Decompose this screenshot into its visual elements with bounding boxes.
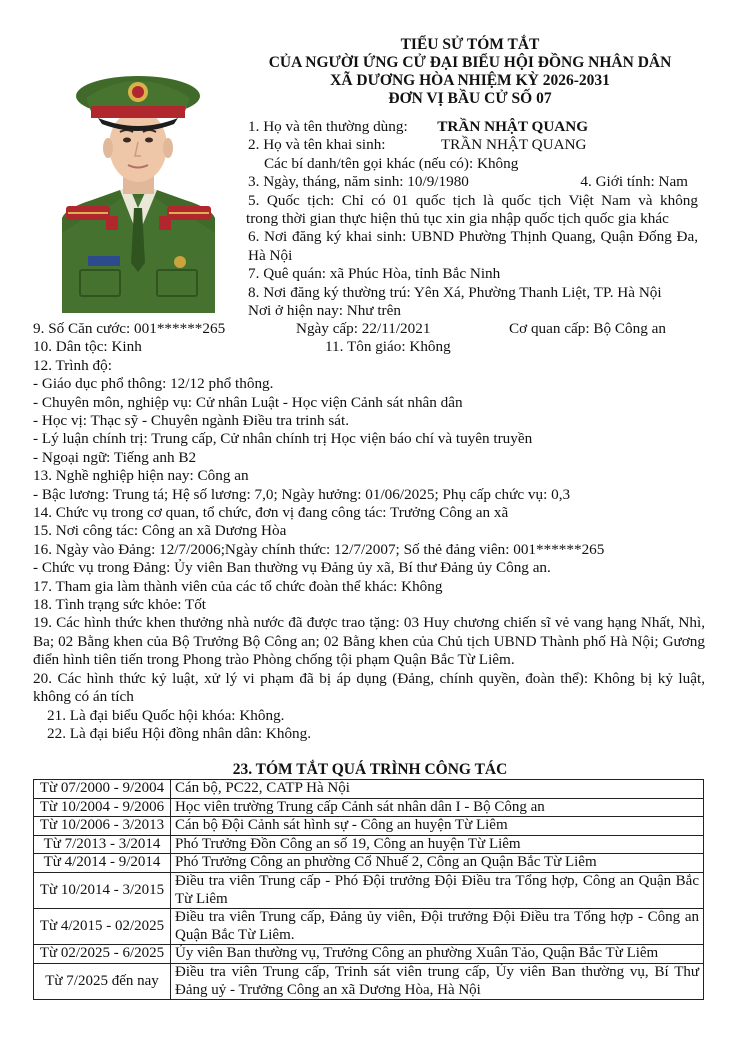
career-description-cell: Điều tra viên Trung cấp - Phó Đội trưởng Đội Điều tra Tổng hợp, Công an Quận Bắc Từ Liêm [171,872,704,908]
dob-gender-row [248,173,698,191]
career-table [33,779,704,1000]
career-table-body [34,780,704,1000]
id-number-text: 9. Số Căn cước: 001******265 [33,320,226,337]
permanent-residence-text: 8. Nơi đăng ký thường trú: Yên Xá, Phường Thanh Liệt, TP. Hà Nội [248,283,662,301]
current-position-text: 14. Chức vụ trong cơ quan, tổ chức, đơn vị đang công tác: Trưởng Công an xã [33,504,509,522]
header-constituency: ĐƠN VỊ BẦU CỬ SỐ 07 [388,90,552,107]
birth-name-label: 2. Họ và tên khai sinh: [248,136,386,154]
career-summary-title: 23. TÓM TẮT QUÁ TRÌNH CÔNG TÁC [232,761,508,778]
career-period-cell: Từ 7/2013 - 3/2014 [34,835,171,854]
party-position-text: - Chức vụ trong Đảng: Ủy viên Ban thường vụ Đảng ủy xã, Bí thư Đảng ủy Công an. [33,559,551,577]
education-general-text: - Giáo dục phổ thông: 12/12 phổ thông. [33,375,274,393]
ethnicity-text: 10. Dân tộc: Kinh [33,338,142,356]
common-name-row [248,118,698,136]
header-title: TIỂU SỬ TÓM TẮT [400,36,540,53]
career-table-row [34,909,704,945]
career-table-row [34,872,704,908]
career-table-row [34,945,704,964]
education-language-text: - Ngoại ngữ: Tiếng anh B2 [33,448,197,466]
career-description-cell: Ủy viên Ban thường vụ, Trưởng Công an phường Xuân Tảo, Quận Bắc Từ Liêm [171,945,704,964]
birth-name-row [248,136,698,154]
career-period-cell: Từ 10/2006 - 3/2013 [34,817,171,836]
nationality-line-2: trong thời gian thực hiện thủ tục xin gia nhập quốc tịch quốc gia khác [246,210,669,228]
career-period-cell: Từ 07/2000 - 9/2004 [34,780,171,799]
council-text: 22. Là đại biểu Hội đồng nhân dân: Không. [47,724,312,742]
health-text: 18. Tình trạng sức khỏe: Tốt [33,596,207,614]
details-block [33,320,705,743]
career-table-row [34,835,704,854]
career-description-cell: Điều tra viên Trung cấp, Trinh sát viên trung cấp, Ủy viên Ban thường vụ, Bí Thư Đảng uỷ - Trưởng Công an xã Dương Hòa, Hà Nội [171,963,704,999]
career-description-cell: Học viên trường Trung cấp Cảnh sát nhân dân I - Bộ Công an [171,798,704,817]
career-description-cell: Cán bộ Đội Cảnh sát hình sự - Công an huyện Từ Liêm [171,817,704,836]
birth-name-value: TRẦN NHẬT QUANG [440,136,587,154]
discipline-text: 20. Các hình thức kỷ luật, xử lý vi phạm đã bị áp dụng (Đảng, chính quyền, đoàn thể): Không bị kỷ luật, không có án tích [33,669,705,706]
career-period-cell: Từ 10/2014 - 3/2015 [34,872,171,908]
common-name-label: 1. Họ và tên thường dùng: [248,118,408,135]
career-period-cell: Từ 02/2025 - 6/2025 [34,945,171,964]
career-table-row [34,963,704,999]
career-table-row [34,780,704,799]
document-header [230,36,710,108]
career-period-cell: Từ 4/2014 - 9/2014 [34,854,171,873]
career-period-cell: Từ 10/2004 - 9/2006 [34,798,171,817]
birthplace-line-1: 6. Nơi đăng ký khai sinh: UBND Phường Thịnh Quang, Quận Đống Đa, [248,228,698,246]
national-assembly-text: 21. Là đại biểu Quốc hội khóa: Không. [47,706,285,724]
candidate-portrait-photo [62,58,215,313]
career-description-cell: Phó Trưởng Công an phường Cổ Nhuế 2, Công an Quận Bắc Từ Liêm [171,854,704,873]
hometown-text: 7. Quê quán: xã Phúc Hòa, tỉnh Bắc Ninh [248,265,501,283]
current-residence-text: Nơi ở hiện nay: Như trên [248,302,401,320]
career-period-cell: Từ 4/2015 - 02/2025 [34,909,171,945]
education-title: 12. Trình độ: [33,356,112,374]
career-description-cell: Phó Trưởng Đồn Công an số 19, Công an huyện Từ Liêm [171,835,704,854]
aliases-text: Các bí danh/tên gọi khác (nếu có): Không [264,154,519,172]
dob-text: 3. Ngày, tháng, năm sinh: 10/9/1980 [248,173,469,191]
workplace-text: 15. Nơi công tác: Công an xã Dương Hòa [33,522,287,540]
id-issue-date-text: Ngày cấp: 22/11/2021 [296,320,431,337]
career-table-row [34,854,704,873]
id-card-row [33,320,705,338]
salary-text: - Bậc lương: Trung tá; Hệ số lương: 7,0; Ngày hưởng: 01/06/2025; Phụ cấp chức vụ: 0,3 [33,485,571,503]
religion-text: 11. Tôn giáo: Không [325,338,451,356]
common-name-value: TRẦN NHẬT QUANG [437,118,589,135]
ethnicity-religion-row [33,338,705,356]
personal-info-block [248,118,698,320]
gender-text: 4. Giới tính: Nam [580,173,688,191]
party-membership-text: 16. Ngày vào Đảng: 12/7/2006;Ngày chính thức: 12/7/2007; Số thẻ đảng viên: 001******265 [33,540,605,558]
id-issuer-text: Cơ quan cấp: Bộ Công an [509,320,666,337]
education-professional-text: - Chuyên môn, nghiệp vụ: Cử nhân Luật - Học viện Cảnh sát nhân dân [33,393,463,411]
career-period-cell: Từ 7/2025 đến nay [34,963,171,999]
career-description-cell: Cán bộ, PC22, CATP Hà Nội [171,780,704,799]
career-table-row [34,798,704,817]
birthplace-line-2: Hà Nội [248,246,293,264]
education-political-text: - Lý luận chính trị: Trung cấp, Cử nhân chính trị Học viện báo chí và tuyên truyền [33,430,533,448]
header-subtitle: CỦA NGƯỜI ỨNG CỬ ĐẠI BIỂU HỘI ĐỒNG NHÂN DÂN [268,54,672,71]
career-description-cell: Điều tra viên Trung cấp, Đảng ủy viên, Đội trưởng Đội Điều tra Tổng hợp - Công an Quận Bắc Từ Liêm. [171,909,704,945]
nationality-line-1: 5. Quốc tịch: Chỉ có 01 quốc tịch là quốc tịch Việt Nam và không [248,191,698,209]
occupation-text: 13. Nghề nghiệp hiện nay: Công an [33,467,249,485]
education-degree-text: - Học vị: Thạc sỹ - Chuyên ngành Điều tra trinh sát. [33,412,350,429]
organizations-text: 17. Tham gia làm thành viên của các tổ chức đoàn thể khác: Không [33,577,443,595]
awards-text: 19. Các hình thức khen thưởng nhà nước đã được trao tặng: 03 Huy chương chiến sĩ vẻ vang hạng Nhất, Nhì, Ba; 02 Bằng khen của Bộ Trưởng Bộ Công an; 02 Bằng khen của Chủ tịch UBND Thành phố Hà Nội; Gương điển hình tiên tiến trong Phong trào Phòng chống tội phạm Quận Bắc Từ Liêm. [33,614,705,669]
header-commune-term: XÃ DƯƠNG HÒA NHIỆM KỲ 2026-2031 [330,72,610,89]
career-table-row [34,817,704,836]
